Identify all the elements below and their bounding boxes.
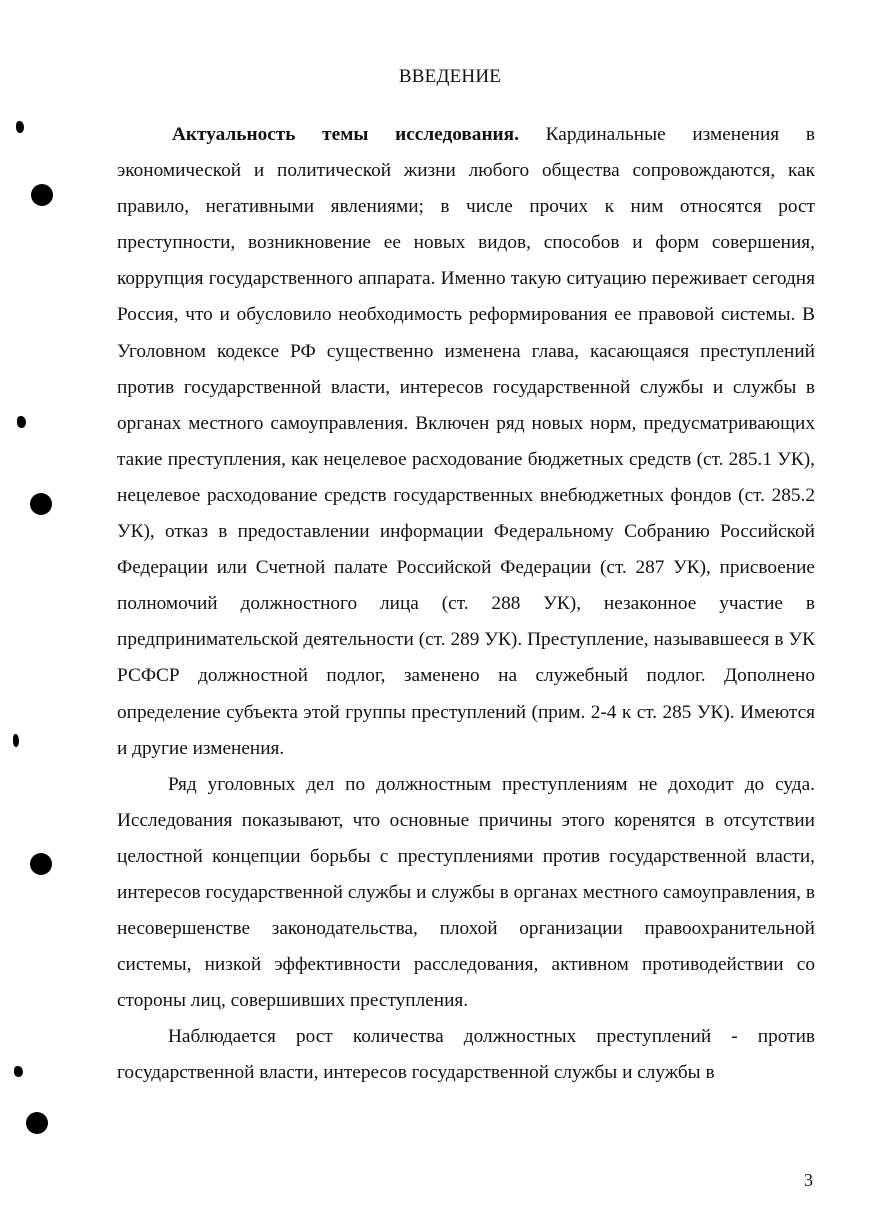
binder-hole bbox=[26, 1112, 48, 1134]
page-title: ВВЕДЕНИЕ bbox=[398, 66, 502, 87]
scan-speck bbox=[17, 416, 26, 428]
scan-speck bbox=[14, 1066, 23, 1077]
binder-hole bbox=[30, 493, 52, 515]
paragraph bbox=[117, 767, 815, 1020]
binder-hole bbox=[31, 184, 53, 206]
paragraph-text: Кардинальные изменения в экономической и политической жизни любого общества сопровождаются, как правило, негативными явлениями; в числе прочих к ним относятся рост преступности, возникновение ее новых видов, способов и форм совершения, коррупция государственного аппарата. Именно такую ситуацию переживает сегодня Россия, что и обусловило необходимость реформирования ее правовой системы. В Уголовном кодексе РФ существенно изменена глава, касающаяся преступлений против государственной власти, интересов государственной службы и службы в органах местного самоуправления. Включен ряд новых норм, предусматривающих такие преступления, как нецелевое расходование бюджетных средств (ст. 285.1 УК), нецелевое расходование средств государственных внебюджетных фондов (ст. 285.2 УК), отказ в предоставлении информации Федеральному Собранию Российской Федерации или Счетной палате Российской Федерации (ст. 287 УК), присвоение полномочий должностного лица (ст. 288 УК), незаконное участие в предпринимательской деятельности (ст. 289 УК). Преступление, называвшееся в УК РСФСР должностной подлог, заменено на служебный подлог. Дополнено определение субъекта этой группы преступлений (прим. 2-4 к ст. 285 УК). Имеются и другие изменения. bbox=[117, 124, 816, 759]
paragraph bbox=[117, 1019, 815, 1091]
paragraph-lead: Актуальность темы исследования. bbox=[172, 124, 519, 145]
document-body bbox=[117, 117, 815, 1092]
scan-speck bbox=[13, 734, 19, 747]
binder-hole bbox=[30, 853, 52, 875]
paragraph-text: Наблюдается рост количества должностных преступлений - против государственной власти, интересов государственной службы и службы в bbox=[117, 1026, 815, 1084]
paragraph-text: Ряд уголовных дел по должностным преступлениям не доходит до суда. Исследования показывают, что основные причины этого коренятся в отсутствии целостной концепции борьбы с преступлениями против государственной власти, интересов государственной службы и службы в органах местного самоуправления, в несовершенстве законодательства, плохой организации правоохранительной системы, низкой эффективности расследования, активном противодействии со стороны лиц, совершивших преступления. bbox=[117, 773, 815, 1012]
paragraph bbox=[117, 117, 815, 767]
page-number: 3 bbox=[804, 1170, 813, 1190]
scan-speck bbox=[16, 121, 24, 133]
